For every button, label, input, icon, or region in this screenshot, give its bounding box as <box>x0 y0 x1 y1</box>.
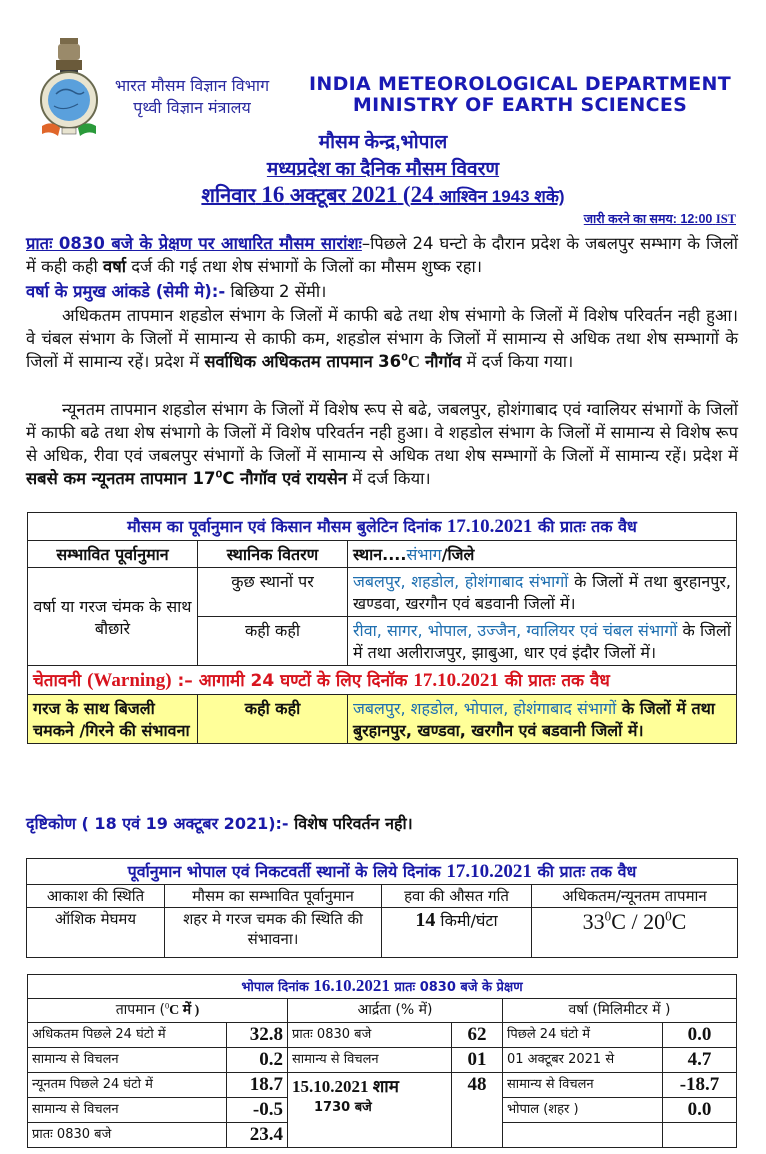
max-temp-text: अधिकतम तापमान शहडोल संभाग के जिलों में काफी बढे तथा शेष संभागो के जिलों में विशेष परिवर्तन नही हुआ। वे चंबल संभाग के जिलों में सामान्य से काफी कम, शहडोल संभाग के जिलों में सामान्य से अधिक तथा शेष सम्भागों के जिलों में सामान्य रहें। प्रदेश में <box>26 306 738 371</box>
date-year: 2021 <box>351 182 398 207</box>
header-weather: मौसम का सम्भावित पूर्वानुमान <box>165 885 382 908</box>
rain-label: 01 अक्टूबर 2021 से <box>503 1048 663 1073</box>
date-num: 16 <box>261 182 285 207</box>
outlook-text: विशेष परिवर्तन नही। <box>288 814 413 833</box>
observations-title: भोपाल दिनांक 16.10.2021 प्रातः 0830 बजे के प्रेक्षण <box>28 975 737 999</box>
wind-speed: 14 किमी/घंटा <box>382 908 532 958</box>
humidity-value: 01 <box>452 1048 503 1073</box>
distribution-cell: कुछ स्थानों पर <box>198 568 348 617</box>
min-temp-text: न्यूनतम तापमान शहडोल संभाग के जिलों में विशेष रूप से बढे, जबलपुर, होशंगाबाद एवं ग्वालियर संभागों के जिलों में काफी बढे तथा शेष संभागो के जिलों में विशेष परिवर्तन नही हुआ। वे शहडोल संभाग के जिलों में सामान्य से विशेष रूप से अधिक, रीवा एवं जबलपुर संभागों के जिलों में सामान्य से अधिक तथा शेष सम्भागों के जिलों में सामान्य रहें। प्रदेश में <box>26 400 738 465</box>
humidity-label: प्रातः 0830 बजे <box>288 1023 452 1048</box>
observations-table <box>27 974 737 1148</box>
header-wind: हवा की औसत गति <box>382 885 532 908</box>
temp-value: 32.8 <box>227 1023 288 1048</box>
temp-value: 18.7 <box>227 1073 288 1098</box>
max-temp-paragraph: अधिकतम तापमान शहडोल संभाग के जिलों में काफी बढे तथा शेष संभागो के जिलों में विशेष परिवर्तन नही हुआ। वे चंबल संभाग के जिलों में सामान्य से काफी कम, शहडोल संभाग के जिलों में सामान्य से अधिक तथा शेष सम्भागों के जिलों में सामान्य रहें। प्रदेश में सर्वाधिक अधिकतम तापमान $36^0C$ नौगॉव में दर्ज किया गया। <box>26 306 738 371</box>
summary-text2: दर्ज की गई तथा शेष संभागों के जिलों का मौसम शुष्क रहा। <box>126 257 483 276</box>
date-month: अक्टूबर <box>289 185 346 207</box>
weather-summary <box>26 232 738 278</box>
temp-header: तापमान ($^0$C में ) <box>28 999 288 1023</box>
forecast-cell: वर्षा या गरज चंमक के साथ बौछारे <box>28 568 198 666</box>
rain-value: 0.0 <box>663 1023 737 1048</box>
sky-condition: ऑशिक मेघमय <box>27 908 165 958</box>
header-sky: आकाश की स्थिति <box>27 885 165 908</box>
english-org-line1: INDIA METEOROLOGICAL DEPARTMENT <box>309 73 731 95</box>
min-temp-unit: C नौगॉव एवं रायसेन <box>222 469 348 488</box>
bulletin-title-text: मध्यप्रदेश का दैनिक मौसम विवरण <box>266 159 500 180</box>
saka-open: ( <box>402 182 411 207</box>
rain-label: भोपाल (शहर ) <box>503 1098 663 1123</box>
warning-title: चेतावनी (Warning) :– आगामी 24 घण्टों के लिए दिनॉक 17.10.2021 की प्रातः तक वैध <box>28 666 737 695</box>
humidity-header: आर्द्रता (% में) <box>288 999 503 1023</box>
hindi-org-line1: भारत मौसम विज्ञान विभाग <box>114 76 270 95</box>
rain-value: 0.0 <box>663 1098 737 1123</box>
rain-header: वर्षा (मिलिमीटर में ) <box>503 999 737 1023</box>
max-min-temp: $33^0C / 20^0C$ <box>532 908 738 958</box>
forecast-table <box>27 512 737 744</box>
center-title: मौसम केन्द्र,भोपाल <box>318 132 448 153</box>
warning-location: जबलपुर, शहडोल, भोपाल, होशंगाबाद संभागों के जिलों में तथा बुरहानपुर, खण्डवा, खरगौन एवं बडवानी जिलों में। <box>348 695 737 744</box>
header-distribution: स्थानिक वितरण <box>198 541 348 568</box>
temp-label: अधिकतम पिछले 24 घंटो में <box>28 1023 227 1048</box>
bulletin-title <box>0 155 766 181</box>
bhopal-forecast-title: पूर्वानुमान भोपाल एवं निकटवर्ती स्थानों के लिये दिनांक 17.10.2021 की प्रातः तक वैध <box>27 859 738 885</box>
max-temp-place: नौगॉव <box>425 352 462 371</box>
imd-emblem-icon <box>36 36 102 136</box>
rain-value: -18.7 <box>663 1073 737 1098</box>
min-temp-end: में दर्ज किया। <box>347 469 431 488</box>
warning-distribution: कही कही <box>198 695 348 744</box>
max-temp-end: में दर्ज किया गया। <box>461 352 574 371</box>
min-temp-bold: सबसे कम न्यूनतम तापमान 17 <box>26 469 216 488</box>
rain-value: 4.7 <box>663 1048 737 1073</box>
humidity-label: सामान्य से विचलन <box>288 1048 452 1073</box>
temp-value: -0.5 <box>227 1098 288 1123</box>
rain-label-empty <box>503 1123 663 1148</box>
min-temp-paragraph: न्यूनतम तापमान शहडोल संभाग के जिलों में विशेष रूप से बढे, जबलपुर, होशंगाबाद एवं ग्वालियर संभागों के जिलों में काफी बढे तथा शेष संभागो के जिलों में विशेष परिवर्तन नही हुआ। वे शहडोल संभाग के जिलों में सामान्य से विशेष रूप से अधिक, रीवा एवं जबलपुर संभागों के जिलों में सामान्य से अधिक तथा शेष सम्भागों के जिलों में सामान्य रहें। प्रदेश में सबसे कम न्यूनतम तापमान $17^0C$ नौगॉव एवं रायसेन में दर्ज किया। <box>26 400 738 488</box>
rain-text: बिछिया 2 सेंमी। <box>225 282 327 301</box>
issue-time-zone: IST <box>715 212 736 226</box>
forecast-table-title: मौसम का पूर्वानुमान एवं किसान मौसम बुलेटिन दिनांक 17.10.2021 की प्रातः तक वैध <box>28 513 737 541</box>
rain-data <box>26 280 738 303</box>
rain-label: पिछले 24 घंटो में <box>503 1023 663 1048</box>
header-location: स्थान....संभाग/जिले <box>348 541 737 568</box>
outlook-label: दृष्टिकोण ( 18 एवं 19 अक्टूबर 2021):- <box>26 814 289 833</box>
issue-time <box>584 210 736 227</box>
header-temp: अधिकतम/न्यूनतम तापमान <box>532 885 738 908</box>
weather-forecast: शहर मे गरज चमक की स्थिति की संभावना। <box>165 908 382 958</box>
hindi-org-line2: पृथ्वी विज्ञान मंत्रालय <box>133 98 251 117</box>
location-cell: रीवा, सागर, भोपाल, उज्जैन, ग्वालियर एवं चंबल संभागों के जिलों में तथा अलीराजपुर, झाबुआ, धार एवं इंदौर जिलों में। <box>348 617 737 666</box>
temp-label: सामान्य से विचलन <box>28 1098 227 1123</box>
temp-label: प्रातः 0830 बजे <box>28 1123 227 1148</box>
max-temp-unit: C <box>407 352 420 371</box>
summary-heading: प्रातः 0830 बजे के प्रेक्षण पर आधारित मौसम सारांशः <box>26 234 362 253</box>
header-forecast: सम्भावित पूर्वानुमान <box>28 541 198 568</box>
saka-text: आश्विन 1943 शके) <box>439 187 565 206</box>
distribution-cell: कही कही <box>198 617 348 666</box>
location-cell: जबलपुर, शहडोल, होशंगाबाद संभागों के जिलों में तथा बुरहानपुर, खण्डवा, खरगौन एवं बडवानी जिलों में। <box>348 568 737 617</box>
temp-label: सामान्य से विचलन <box>28 1048 227 1073</box>
english-org-line2: MINISTRY OF EARTH SCIENCES <box>352 94 688 116</box>
warning-phenomenon: गरज के साथ बिजली चमकने /गिरने की संभावना <box>28 695 198 744</box>
english-org-name <box>300 74 740 116</box>
date-day: शनिवार <box>201 185 256 207</box>
bhopal-forecast-table <box>26 858 738 958</box>
date-title <box>0 181 766 208</box>
rain-label: सामान्य से विचलन <box>503 1073 663 1098</box>
issue-time-label: जारी करने का समय: <box>583 212 677 226</box>
temp-value: 23.4 <box>227 1123 288 1148</box>
max-temp-bold: सर्वाधिक अधिकतम तापमान <box>204 352 373 371</box>
summary-bold-word: वर्षा <box>103 257 127 276</box>
max-temp-value: 36 <box>378 352 402 371</box>
temp-value: 0.2 <box>227 1048 288 1073</box>
saka-num: 24 <box>410 182 434 207</box>
hindi-org-name <box>102 75 282 119</box>
rain-heading: वर्षा के प्रमुख आंकडे (सेमी मे):- <box>26 282 226 301</box>
humidity-value: 48 <box>452 1073 503 1148</box>
humidity-value: 62 <box>452 1023 503 1048</box>
issue-time-value: 12:00 <box>680 212 713 226</box>
humidity-label: 15.10.2021 शाम 1730 बजे <box>288 1073 452 1148</box>
summary-text1: –पिछले 24 घन्टो के दौरान प्रदेश के जबलपुर सम्भाग के जिलों में कही कही <box>26 234 738 276</box>
rain-value-empty <box>663 1123 737 1148</box>
outlook <box>26 812 413 834</box>
temp-label: न्यूनतम पिछले 24 घंटो में <box>28 1073 227 1098</box>
